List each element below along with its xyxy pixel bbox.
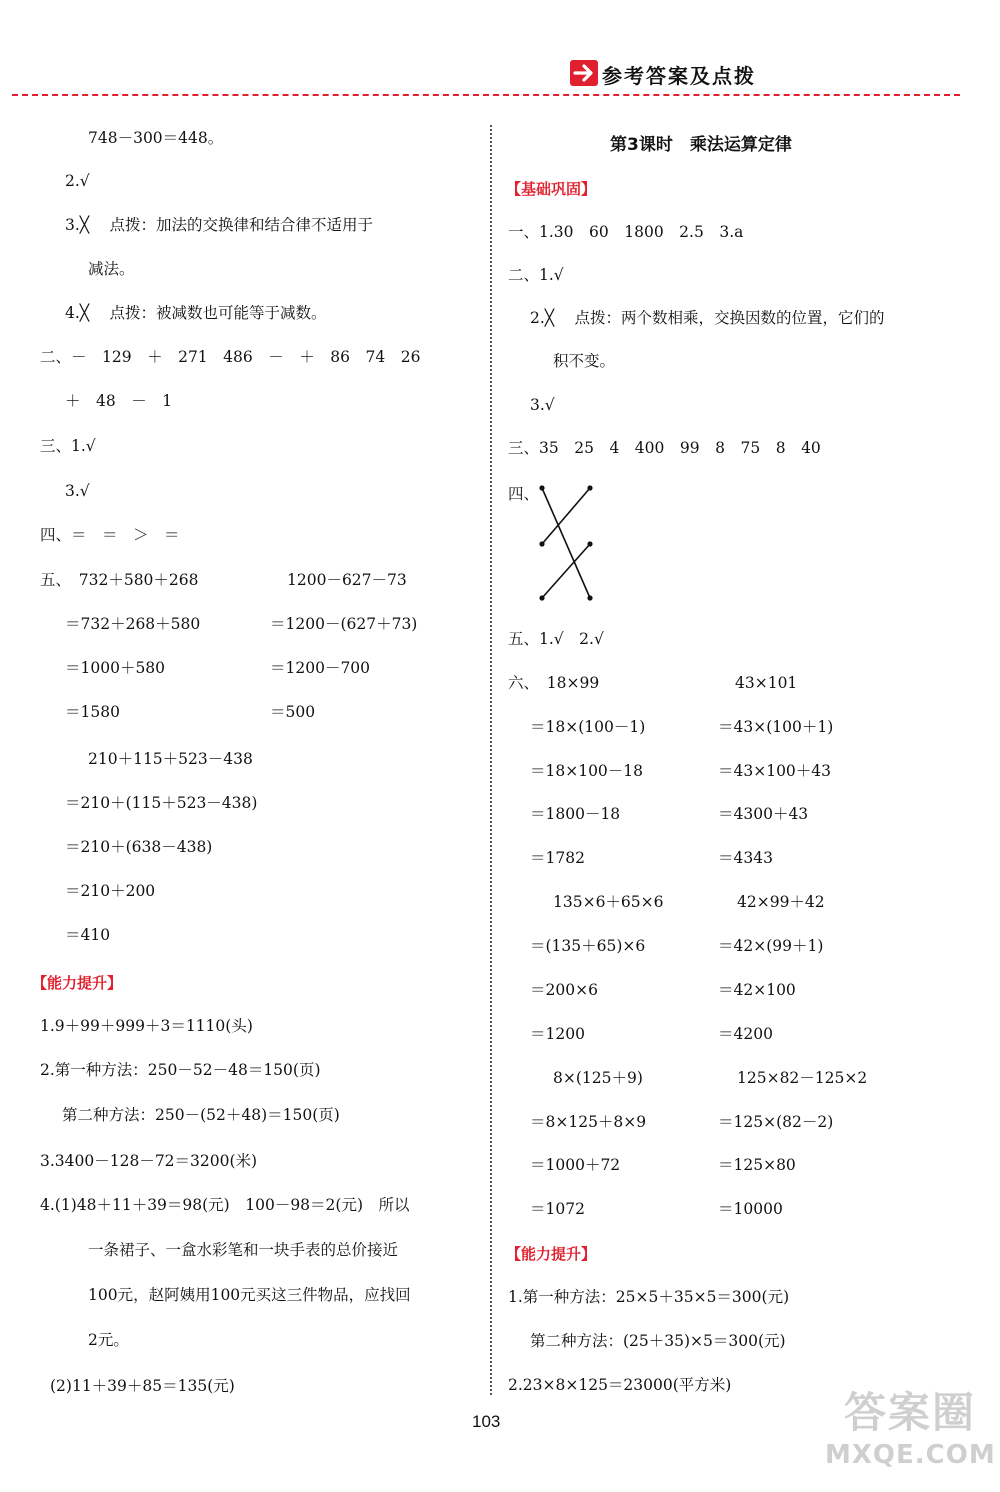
watermark-logo	[825, 1388, 995, 1472]
left-line: 4.╳ 点拨：被减数也可能等于减数。	[65, 304, 327, 322]
arrow-right-icon	[570, 60, 598, 86]
left-line: 3.√	[65, 482, 90, 500]
right-line: ＝8×125＋8×9	[530, 1113, 647, 1131]
left-line: ＝1200－700	[270, 659, 371, 677]
left-line: ＋ 48 － 1	[65, 392, 173, 410]
left-line: 一条裙子、一盒水彩笔和一块手表的总价接近	[88, 1241, 399, 1259]
right-line: ＝10000	[718, 1200, 783, 1218]
watermark-url: MXQE.COM	[825, 1440, 996, 1470]
match-dot	[587, 541, 592, 546]
right-line: 2.23×8×125＝23000(平方米)	[508, 1376, 732, 1394]
right-line: ＝4300＋43	[718, 805, 809, 823]
match-dot	[587, 485, 592, 490]
left-line: ＝732＋268＋580	[65, 615, 201, 633]
left-line: 3.╳ 点拨：加法的交换律和结合律不适用于	[65, 216, 374, 234]
header-title: 参考答案及点拨	[602, 64, 756, 88]
right-line: 42×99＋42	[737, 893, 825, 911]
left-line: ＝410	[65, 926, 111, 944]
left-line: 五、 732＋580＋268	[40, 571, 199, 589]
left-line: 3.3400－128－72＝3200(米)	[40, 1152, 258, 1170]
left-line: 2.第一种方法：250－52－48＝150(页)	[40, 1061, 321, 1079]
match-dot	[539, 541, 544, 546]
left-line: ＝1000＋580	[65, 659, 166, 677]
right-line: ＝43×(100＋1)	[718, 718, 834, 736]
right-line: 125×82－125×2	[737, 1069, 868, 1087]
left-line: ＝210＋(638－438)	[65, 838, 213, 856]
right-line: ＝4343	[718, 849, 773, 867]
left-line: 2元。	[88, 1331, 129, 1349]
right-line: 一、1.30 60 1800 2.5 3.a	[508, 223, 744, 241]
left-line: 100元，赵阿姨用100元买这三件物品，应找回	[88, 1286, 411, 1304]
right-line: 1.第一种方法：25×5＋35×5＝300(元)	[508, 1288, 790, 1306]
left-line: (2)11＋39＋85＝135(元)	[50, 1377, 235, 1395]
left-line: ＝210＋(115＋523－438)	[65, 794, 258, 812]
match-line	[542, 544, 590, 598]
right-line: ＝18×100－18	[530, 762, 644, 780]
right-line: 二、1.√	[508, 266, 564, 284]
right-line: 五、1.√ 2.√	[508, 630, 604, 648]
right-line: ＝125×(82－2)	[718, 1113, 834, 1131]
right-line: 135×6＋65×6	[553, 893, 664, 911]
right-line: 2.╳ 点拨：两个数相乘，交换因数的位置，它们的	[530, 309, 885, 327]
left-line: 第二种方法：250－(52＋48)＝150(页)	[62, 1106, 340, 1124]
right-line: ＝1782	[530, 849, 585, 867]
right-line: 六、 18×99	[508, 674, 600, 692]
right-line: 8×(125＋9)	[553, 1069, 643, 1087]
left-line: 748－300＝448。	[88, 129, 224, 147]
left-line: ＝210＋200	[65, 882, 156, 900]
right-line: ＝200×6	[530, 981, 598, 999]
section-tag: 【能力提升】	[32, 974, 123, 992]
right-line: ＝125×80	[718, 1156, 796, 1174]
section-tag: 【能力提升】	[506, 1245, 597, 1263]
right-line: ＝(135＋65)×6	[530, 937, 646, 955]
column-divider	[490, 125, 492, 1395]
left-line: ＝500	[270, 703, 316, 721]
section-tag: 【基础巩固】	[506, 180, 597, 198]
right-line: ＝42×(99＋1)	[718, 937, 824, 955]
left-line: 2.√	[65, 172, 90, 190]
left-line: ＝1580	[65, 703, 120, 721]
right-line: ＝42×100	[718, 981, 796, 999]
watermark-main: 答案圈	[843, 1388, 976, 1437]
header-divider	[12, 94, 960, 96]
left-line: 三、1.√	[40, 437, 96, 455]
right-line: 第二种方法：(25＋35)×5＝300(元)	[530, 1332, 786, 1350]
right-line: ＝18×(100－1)	[530, 718, 646, 736]
right-line: 三、35 25 4 400 99 8 75 8 40	[508, 439, 821, 457]
left-line: 1200－627－73	[287, 571, 407, 589]
match-line	[542, 488, 590, 544]
match-line	[542, 488, 590, 598]
right-line: 3.√	[530, 396, 555, 414]
left-line: 1.9＋99＋999＋3＝1110(头)	[40, 1017, 253, 1035]
matching-diagram	[530, 478, 610, 608]
page-number: 103	[472, 1412, 501, 1431]
right-line: ＝1200	[530, 1025, 585, 1043]
right-line: ＝4200	[718, 1025, 773, 1043]
match-dot	[539, 595, 544, 600]
left-line: 4.(1)48＋11＋39＝98(元) 100－98＝2(元) 所以	[40, 1196, 410, 1214]
left-line: 二、－ 129 ＋ 271 486 － ＋ 86 74 26	[40, 348, 421, 366]
left-line: 四、＝ ＝ ＞ ＝	[40, 526, 180, 544]
match-dot	[539, 485, 544, 490]
left-line: 210＋115＋523－438	[88, 750, 253, 768]
lesson-title: 第3课时 乘法运算定律	[610, 135, 792, 155]
right-line: ＝1072	[530, 1200, 585, 1218]
left-line: 减法。	[88, 260, 135, 278]
match-dot	[587, 595, 592, 600]
left-line: ＝1200－(627＋73)	[270, 615, 418, 633]
right-line: 积不变。	[553, 352, 616, 370]
right-line: ＝1000＋72	[530, 1156, 621, 1174]
right-line: ＝1800－18	[530, 805, 621, 823]
right-line: 43×101	[735, 674, 798, 692]
right-line: ＝43×100＋43	[718, 762, 832, 780]
right-line: 四、	[508, 485, 540, 503]
